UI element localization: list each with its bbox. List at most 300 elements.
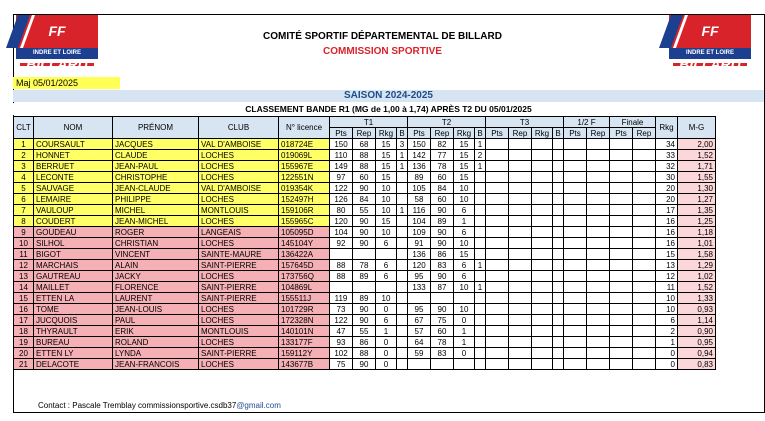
cell-t1: 0 xyxy=(376,348,397,359)
table-row xyxy=(14,249,716,260)
update-date: Maj 05/01/2025 xyxy=(13,77,120,89)
cell-t2 xyxy=(475,315,486,326)
cell-t3 xyxy=(509,359,532,370)
cell-t2 xyxy=(475,271,486,282)
cell-rkg: 20 xyxy=(656,194,678,205)
cell-t2 xyxy=(475,249,486,260)
cell-licence: 172328N xyxy=(279,315,330,326)
cell-t1 xyxy=(353,249,376,260)
cell-t3 xyxy=(553,194,564,205)
cell-half-final xyxy=(587,238,610,249)
cell-finale xyxy=(633,304,656,315)
cell-prenom: JEAN-CLAUDE xyxy=(113,183,199,194)
cell-t1: 15 xyxy=(376,172,397,183)
table-row xyxy=(14,161,716,172)
cell-finale xyxy=(633,183,656,194)
cell-t2: 120 xyxy=(408,260,431,271)
cell-t3 xyxy=(553,304,564,315)
cell-half-final xyxy=(564,271,587,282)
cell-half-final xyxy=(587,326,610,337)
cell-half-final xyxy=(564,282,587,293)
cell-nom: BERRUET xyxy=(34,161,113,172)
cell-t2: 1 xyxy=(475,139,486,150)
cell-t2 xyxy=(454,359,475,370)
cell-t3 xyxy=(486,337,509,348)
cell-t2: 136 xyxy=(408,161,431,172)
cell-t3 xyxy=(553,282,564,293)
cell-t2: 90 xyxy=(431,205,454,216)
cell-nom: LECONTE xyxy=(34,172,113,183)
classement-title: CLASSEMENT BANDE R1 (MG de 1,00 à 1,74) APRÈS T2 DU 05/01/2025 xyxy=(13,103,764,115)
cell-t3 xyxy=(532,139,553,150)
cell-t3 xyxy=(553,359,564,370)
cell-prenom: JACQUES xyxy=(113,139,199,150)
cell-t3 xyxy=(486,205,509,216)
cell-t2: 10 xyxy=(454,238,475,249)
cell-club: LANGEAIS xyxy=(199,227,279,238)
cell-half-final xyxy=(564,227,587,238)
cell-finale xyxy=(610,161,633,172)
cell-licence: 018724E xyxy=(279,139,330,150)
header-subtitle: COMMISSION SPORTIVE xyxy=(323,46,442,57)
cell-t3 xyxy=(509,326,532,337)
cell-t1: 122 xyxy=(330,315,353,326)
cell-finale xyxy=(633,282,656,293)
cell-t1: 119 xyxy=(330,293,353,304)
table-row xyxy=(14,150,716,161)
cell-finale xyxy=(633,150,656,161)
cell-club: LOCHES xyxy=(199,304,279,315)
cell-t3 xyxy=(532,260,553,271)
cell-t1: 97 xyxy=(330,172,353,183)
cell-prenom: JEAN-FRANCOIS xyxy=(113,359,199,370)
cell-nom: COURSAULT xyxy=(34,139,113,150)
cell-t2: 91 xyxy=(408,238,431,249)
cell-half-final xyxy=(587,205,610,216)
cell-prenom: LYNDA xyxy=(113,348,199,359)
cell-t2 xyxy=(454,293,475,304)
col-nom: NOM xyxy=(34,117,113,139)
cell-t1: 0 xyxy=(376,359,397,370)
cell-t2: 10 xyxy=(454,282,475,293)
cell-half-final xyxy=(587,172,610,183)
cell-nom: SAUVAGE xyxy=(34,183,113,194)
cell-t3 xyxy=(532,282,553,293)
cell-clt: 8 xyxy=(14,216,34,227)
col-prenom: PRÉNOM xyxy=(113,117,199,139)
cell-prenom: CHRISTOPHE xyxy=(113,172,199,183)
cell-clt: 21 xyxy=(14,359,34,370)
cell-clt: 7 xyxy=(14,205,34,216)
cell-t1 xyxy=(376,282,397,293)
cell-finale xyxy=(633,326,656,337)
cell-rkg: 20 xyxy=(656,183,678,194)
cell-t1: 90 xyxy=(353,304,376,315)
cell-t1 xyxy=(330,249,353,260)
cell-club: SAINT-PIERRE xyxy=(199,293,279,304)
cell-half-final xyxy=(587,293,610,304)
cell-half-final xyxy=(587,315,610,326)
cell-t1: 122 xyxy=(330,183,353,194)
contact-text: Contact : Pascale Tremblay commissionsportive.csdb37 xyxy=(38,401,237,410)
cell-nom: MARCHAIS xyxy=(34,260,113,271)
cell-half-final xyxy=(564,260,587,271)
cell-nom: BUREAU xyxy=(34,337,113,348)
cell-club: MONTLOUIS xyxy=(199,205,279,216)
cell-club: LOCHES xyxy=(199,238,279,249)
cell-t1: 102 xyxy=(330,348,353,359)
cell-licence: 155967E xyxy=(279,161,330,172)
subcol-rkg: Rkg xyxy=(376,128,397,139)
cell-t3 xyxy=(532,238,553,249)
cell-t1 xyxy=(397,315,408,326)
subcol-b: B xyxy=(553,128,564,139)
cell-t2: 90 xyxy=(431,304,454,315)
cell-finale xyxy=(610,359,633,370)
cell-t1: 6 xyxy=(376,315,397,326)
cell-t2: 6 xyxy=(454,271,475,282)
cell-t1 xyxy=(353,282,376,293)
cell-t1: 88 xyxy=(353,161,376,172)
cell-mg: 1,27 xyxy=(678,194,716,205)
cell-finale xyxy=(633,315,656,326)
cell-t1: 120 xyxy=(330,216,353,227)
cell-t1: 1 xyxy=(397,161,408,172)
cell-rkg: 1 xyxy=(656,337,678,348)
table-row xyxy=(14,282,716,293)
cell-t1: 73 xyxy=(330,304,353,315)
table-row xyxy=(14,227,716,238)
cell-half-final xyxy=(564,348,587,359)
cell-half-final xyxy=(564,139,587,150)
cell-t1 xyxy=(397,238,408,249)
cell-t3 xyxy=(509,249,532,260)
cell-nom: LEMAIRE xyxy=(34,194,113,205)
cell-clt: 15 xyxy=(14,293,34,304)
cell-finale xyxy=(610,293,633,304)
cell-club: LOCHES xyxy=(199,337,279,348)
cell-t2: 0 xyxy=(454,315,475,326)
cell-t1: 1 xyxy=(397,150,408,161)
cell-t3 xyxy=(553,172,564,183)
cell-t1 xyxy=(397,326,408,337)
cell-t2: 87 xyxy=(431,282,454,293)
cell-t1 xyxy=(397,348,408,359)
cell-t1: 10 xyxy=(376,205,397,216)
logo-region: INDRE ET LOIRE xyxy=(669,48,751,59)
cell-t2 xyxy=(475,359,486,370)
ff-billard-logo-left xyxy=(16,15,98,71)
cell-clt: 12 xyxy=(14,260,34,271)
cell-prenom: FLORENCE xyxy=(113,282,199,293)
cell-mg: 1,01 xyxy=(678,238,716,249)
cell-t1: 10 xyxy=(376,227,397,238)
cell-prenom: LAURENT xyxy=(113,293,199,304)
cell-club: LOCHES xyxy=(199,161,279,172)
table-row xyxy=(14,293,716,304)
cell-t2: 75 xyxy=(431,315,454,326)
cell-licence: 143677B xyxy=(279,359,330,370)
cell-t2: 1 xyxy=(475,260,486,271)
cell-t3 xyxy=(486,315,509,326)
table-row xyxy=(14,326,716,337)
cell-half-final xyxy=(564,315,587,326)
cell-finale xyxy=(610,304,633,315)
cell-t3 xyxy=(486,150,509,161)
col-half-final: 1/2 F xyxy=(564,117,610,128)
cell-t3 xyxy=(553,238,564,249)
cell-club: LOCHES xyxy=(199,216,279,227)
cell-t2: 78 xyxy=(431,337,454,348)
logo-brand: FF BILLARD xyxy=(26,23,88,72)
cell-t1 xyxy=(397,172,408,183)
table-row xyxy=(14,183,716,194)
table-row xyxy=(14,194,716,205)
cell-t2 xyxy=(475,216,486,227)
col-clt: CLT xyxy=(14,117,34,139)
cell-licence: 019354K xyxy=(279,183,330,194)
col-finale: Finale xyxy=(610,117,656,128)
cell-t2: 105 xyxy=(408,183,431,194)
subcol-b: B xyxy=(475,128,486,139)
table-row xyxy=(14,348,716,359)
cell-t1: 6 xyxy=(376,238,397,249)
cell-nom: BIGOT xyxy=(34,249,113,260)
cell-t2: 95 xyxy=(408,271,431,282)
col-t1: T1 xyxy=(330,117,408,128)
cell-t3 xyxy=(486,249,509,260)
cell-t2: 104 xyxy=(408,216,431,227)
cell-t3 xyxy=(486,161,509,172)
cell-finale xyxy=(610,348,633,359)
cell-finale xyxy=(633,337,656,348)
cell-t1 xyxy=(330,282,353,293)
cell-t3 xyxy=(486,238,509,249)
cell-clt: 1 xyxy=(14,139,34,150)
cell-t3 xyxy=(532,194,553,205)
col-t3: T3 xyxy=(486,117,564,128)
cell-t2: 10 xyxy=(454,304,475,315)
cell-t1: 15 xyxy=(376,150,397,161)
cell-t1: 6 xyxy=(376,271,397,282)
cell-clt: 3 xyxy=(14,161,34,172)
cell-t2 xyxy=(475,227,486,238)
cell-licence: 159112Y xyxy=(279,348,330,359)
header-title: COMITÉ SPORTIF DÉPARTEMENTAL DE BILLARD xyxy=(263,31,502,42)
cell-mg: 1,55 xyxy=(678,172,716,183)
cell-rkg: 0 xyxy=(656,348,678,359)
cell-half-final xyxy=(564,161,587,172)
contact-email-domain[interactable]: @gmail.com xyxy=(236,401,281,410)
col-t2: T2 xyxy=(408,117,486,128)
cell-t3 xyxy=(553,205,564,216)
cell-t1: 104 xyxy=(330,227,353,238)
cell-t2: 59 xyxy=(408,348,431,359)
cell-clt: 5 xyxy=(14,183,34,194)
cell-licence: 145104Y xyxy=(279,238,330,249)
cell-mg: 1,52 xyxy=(678,150,716,161)
cell-t2: 60 xyxy=(431,172,454,183)
cell-clt: 6 xyxy=(14,194,34,205)
cell-t1: 15 xyxy=(376,139,397,150)
cell-t1: 90 xyxy=(353,216,376,227)
cell-finale xyxy=(610,238,633,249)
cell-clt: 19 xyxy=(14,337,34,348)
cell-t3 xyxy=(486,348,509,359)
cell-rkg: 0 xyxy=(656,359,678,370)
cell-half-final xyxy=(587,183,610,194)
cell-mg: 1,18 xyxy=(678,227,716,238)
cell-t2: 142 xyxy=(408,150,431,161)
cell-club: SAINT-PIERRE xyxy=(199,260,279,271)
cell-t1 xyxy=(397,183,408,194)
cell-t2: 133 xyxy=(408,282,431,293)
cell-t3 xyxy=(532,183,553,194)
cell-finale xyxy=(633,205,656,216)
table-row xyxy=(14,172,716,183)
cell-t2: 109 xyxy=(408,227,431,238)
cell-licence: 105095D xyxy=(279,227,330,238)
cell-t2: 1 xyxy=(475,161,486,172)
cell-finale xyxy=(610,315,633,326)
cell-prenom: MICHEL xyxy=(113,205,199,216)
cell-t3 xyxy=(509,348,532,359)
cell-t2: 6 xyxy=(454,260,475,271)
cell-t1: 90 xyxy=(353,183,376,194)
cell-t3 xyxy=(509,304,532,315)
cell-clt: 17 xyxy=(14,315,34,326)
cell-mg: 1,58 xyxy=(678,249,716,260)
cell-t1: 47 xyxy=(330,326,353,337)
cell-t1: 88 xyxy=(353,150,376,161)
cell-half-final xyxy=(564,304,587,315)
cell-prenom: JEAN-MICHEL xyxy=(113,216,199,227)
cell-finale xyxy=(610,183,633,194)
cell-t2: 6 xyxy=(454,205,475,216)
cell-licence: 155965C xyxy=(279,216,330,227)
cell-finale xyxy=(633,293,656,304)
cell-t1 xyxy=(376,249,397,260)
cell-club: LOCHES xyxy=(199,172,279,183)
cell-t2: 15 xyxy=(454,161,475,172)
cell-t1: 149 xyxy=(330,161,353,172)
cell-finale xyxy=(610,227,633,238)
cell-t3 xyxy=(532,161,553,172)
cell-rkg: 30 xyxy=(656,172,678,183)
cell-t1: 15 xyxy=(376,161,397,172)
cell-club: VAL D'AMBOISE xyxy=(199,183,279,194)
cell-t1: 55 xyxy=(353,205,376,216)
col-licence: N° licence xyxy=(279,117,330,139)
cell-t2: 90 xyxy=(431,238,454,249)
cell-t3 xyxy=(509,337,532,348)
cell-rkg: 16 xyxy=(656,216,678,227)
cell-finale xyxy=(633,139,656,150)
cell-t1: 10 xyxy=(376,293,397,304)
cell-t1 xyxy=(397,227,408,238)
cell-nom: VAULOUP xyxy=(34,205,113,216)
cell-half-final xyxy=(564,337,587,348)
cell-t1 xyxy=(397,260,408,271)
cell-half-final xyxy=(564,359,587,370)
cell-clt: 20 xyxy=(14,348,34,359)
cell-t3 xyxy=(509,183,532,194)
season-banner: SAISON 2024-2025 xyxy=(13,90,764,102)
subcol-rep: Rep xyxy=(587,128,610,139)
cell-t1 xyxy=(397,293,408,304)
cell-licence: 136422A xyxy=(279,249,330,260)
cell-t3 xyxy=(532,359,553,370)
cell-clt: 14 xyxy=(14,282,34,293)
cell-t3 xyxy=(486,293,509,304)
cell-t3 xyxy=(532,348,553,359)
cell-half-final xyxy=(587,139,610,150)
table-row xyxy=(14,216,716,227)
cell-t1: 55 xyxy=(353,326,376,337)
cell-finale xyxy=(610,282,633,293)
cell-t1 xyxy=(397,216,408,227)
cell-t3 xyxy=(553,326,564,337)
cell-t3 xyxy=(509,238,532,249)
cell-t3 xyxy=(486,326,509,337)
cell-t3 xyxy=(553,150,564,161)
cell-t1: 3 xyxy=(397,139,408,150)
cell-t1 xyxy=(397,271,408,282)
cell-half-final xyxy=(564,326,587,337)
cell-mg: 1,14 xyxy=(678,315,716,326)
cell-t2: 64 xyxy=(408,337,431,348)
cell-t2: 57 xyxy=(408,326,431,337)
cell-finale xyxy=(633,249,656,260)
cell-finale xyxy=(610,150,633,161)
cell-nom: HONNET xyxy=(34,150,113,161)
cell-licence: 101729R xyxy=(279,304,330,315)
subcol-pts: Pts xyxy=(610,128,633,139)
cell-half-final xyxy=(587,161,610,172)
cell-t2: 60 xyxy=(431,194,454,205)
cell-finale xyxy=(633,260,656,271)
cell-t1 xyxy=(397,359,408,370)
cell-t1: 75 xyxy=(330,359,353,370)
cell-half-final xyxy=(587,260,610,271)
cell-mg: 0,94 xyxy=(678,348,716,359)
cell-t2 xyxy=(475,205,486,216)
cell-finale xyxy=(633,216,656,227)
cell-t3 xyxy=(486,139,509,150)
cell-t2: 84 xyxy=(431,183,454,194)
cell-t1: 86 xyxy=(353,337,376,348)
cell-t2 xyxy=(475,194,486,205)
cell-t2 xyxy=(408,293,431,304)
cell-club: SAINT-PIERRE xyxy=(199,348,279,359)
cell-mg: 1,71 xyxy=(678,161,716,172)
cell-club: SAINT-PIERRE xyxy=(199,282,279,293)
cell-t3 xyxy=(532,150,553,161)
cell-t1: 10 xyxy=(376,183,397,194)
cell-t2: 67 xyxy=(408,315,431,326)
cell-t3 xyxy=(553,260,564,271)
table-row xyxy=(14,205,716,216)
cell-clt: 2 xyxy=(14,150,34,161)
cell-t3 xyxy=(553,293,564,304)
cell-t1 xyxy=(397,282,408,293)
cell-t2: 15 xyxy=(454,172,475,183)
cell-prenom: JEAN-LOUIS xyxy=(113,304,199,315)
cell-half-final xyxy=(564,183,587,194)
cell-prenom: VINCENT xyxy=(113,249,199,260)
cell-t2: 10 xyxy=(454,183,475,194)
cell-t3 xyxy=(532,293,553,304)
